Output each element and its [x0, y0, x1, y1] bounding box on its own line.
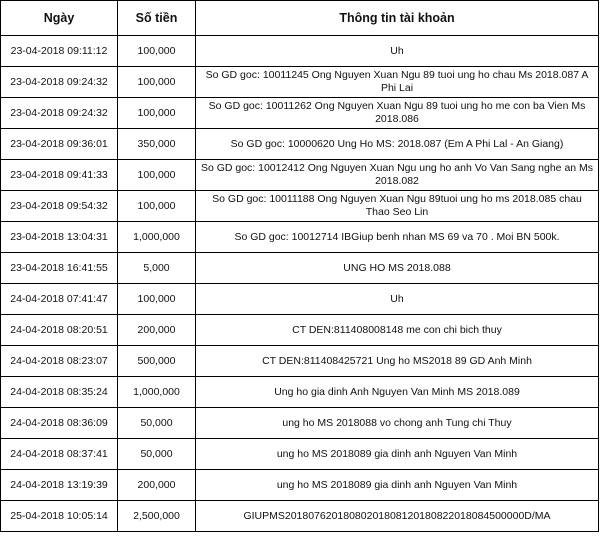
table-row — [1, 284, 599, 315]
account-info-cell: So GD goc: 10000620 Ung Ho MS: 2018.087 (Em A Phi Lal - An Giang) — [196, 129, 599, 160]
date-cell: 24-04-2018 08:36:09 — [1, 408, 118, 439]
amount-cell: 5,000 — [118, 253, 196, 284]
amount-cell: 100,000 — [118, 191, 196, 222]
table-body — [1, 36, 599, 532]
amount-cell: 100,000 — [118, 160, 196, 191]
account-info-cell: So GD goc: 10011245 Ong Nguyen Xuan Ngu 89 tuoi ung ho chau Ms 2018.087 A Phi Lai — [196, 67, 599, 98]
date-cell: 24-04-2018 13:19:39 — [1, 470, 118, 501]
account-info-cell: So GD goc: 10012412 Ong Nguyen Xuan Ngu ung ho anh Vo Van Sang nghe an Ms 2018.082 — [196, 160, 599, 191]
account-info-cell: CT DEN:811408008148 me con chi bich thuy — [196, 315, 599, 346]
date-cell: 25-04-2018 10:05:14 — [1, 501, 118, 532]
header-date: Ngày — [1, 1, 118, 36]
table-row — [1, 67, 599, 98]
table-row — [1, 191, 599, 222]
amount-cell: 100,000 — [118, 36, 196, 67]
header-amount: Số tiền — [118, 1, 196, 36]
date-cell: 23-04-2018 09:54:32 — [1, 191, 118, 222]
account-info-cell: So GD goc: 10011188 Ong Nguyen Xuan Ngu 89tuoi ung ho ms 2018.085 chau Thao Seo Lin — [196, 191, 599, 222]
table-row — [1, 222, 599, 253]
account-info-cell: ung ho MS 2018089 gia dinh anh Nguyen Van Minh — [196, 439, 599, 470]
table-row — [1, 408, 599, 439]
account-info-cell: ung ho MS 2018088 vo chong anh Tung chi Thuy — [196, 408, 599, 439]
table-row — [1, 346, 599, 377]
date-cell: 24-04-2018 08:35:24 — [1, 377, 118, 408]
date-cell: 24-04-2018 08:23:07 — [1, 346, 118, 377]
table-row — [1, 439, 599, 470]
amount-cell: 350,000 — [118, 129, 196, 160]
table-row — [1, 129, 599, 160]
amount-cell: 100,000 — [118, 67, 196, 98]
account-info-cell: Ung ho gia dinh Anh Nguyen Van Minh MS 2018.089 — [196, 377, 599, 408]
amount-cell: 100,000 — [118, 284, 196, 315]
date-cell: 23-04-2018 09:36:01 — [1, 129, 118, 160]
table-row — [1, 160, 599, 191]
amount-cell: 200,000 — [118, 315, 196, 346]
amount-cell: 50,000 — [118, 408, 196, 439]
header-row — [1, 1, 599, 36]
account-info-cell: Uh — [196, 284, 599, 315]
account-info-cell: So GD goc: 10012714 IBGiup benh nhan MS 69 va 70 . Moi BN 500k. — [196, 222, 599, 253]
table-row — [1, 470, 599, 501]
account-info-cell: So GD goc: 10011262 Ong Nguyen Xuan Ngu 89 tuoi ung ho me con ba Vien Ms 2018.086 — [196, 98, 599, 129]
account-info-cell: CT DEN:811408425721 Ung ho MS2018 89 GD Anh Minh — [196, 346, 599, 377]
amount-cell: 100,000 — [118, 98, 196, 129]
account-info-cell: GIUPMS20180762018080201808120180822018084500000D/MA — [196, 501, 599, 532]
account-info-cell: UNG HO MS 2018.088 — [196, 253, 599, 284]
amount-cell: 2,500,000 — [118, 501, 196, 532]
header-account-info: Thông tin tài khoản — [196, 1, 599, 36]
table-row — [1, 315, 599, 346]
table-row — [1, 253, 599, 284]
amount-cell: 500,000 — [118, 346, 196, 377]
amount-cell: 50,000 — [118, 439, 196, 470]
date-cell: 23-04-2018 09:24:32 — [1, 67, 118, 98]
table-row — [1, 98, 599, 129]
date-cell: 24-04-2018 08:37:41 — [1, 439, 118, 470]
amount-cell: 200,000 — [118, 470, 196, 501]
date-cell: 24-04-2018 07:41:47 — [1, 284, 118, 315]
table-row — [1, 36, 599, 67]
table-row — [1, 501, 599, 532]
amount-cell: 1,000,000 — [118, 222, 196, 253]
amount-cell: 1,000,000 — [118, 377, 196, 408]
date-cell: 23-04-2018 16:41:55 — [1, 253, 118, 284]
table-row — [1, 377, 599, 408]
date-cell: 23-04-2018 09:24:32 — [1, 98, 118, 129]
date-cell: 23-04-2018 09:41:33 — [1, 160, 118, 191]
date-cell: 24-04-2018 08:20:51 — [1, 315, 118, 346]
date-cell: 23-04-2018 13:04:31 — [1, 222, 118, 253]
account-info-cell: ung ho MS 2018089 gia dinh anh Nguyen Van Minh — [196, 470, 599, 501]
account-info-cell: Uh — [196, 36, 599, 67]
date-cell: 23-04-2018 09:11:12 — [1, 36, 118, 67]
